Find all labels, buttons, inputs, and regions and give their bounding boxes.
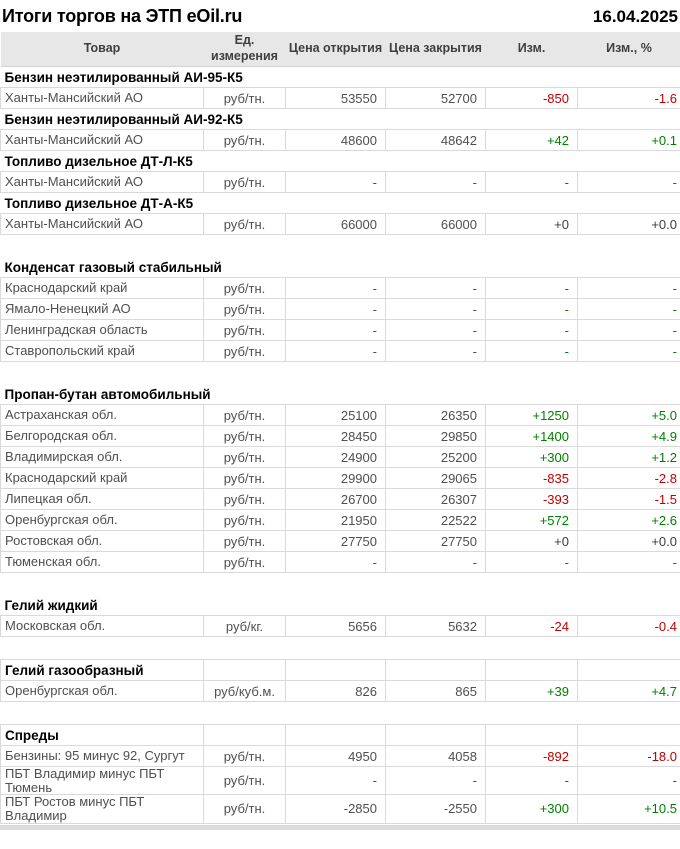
product-cell: Ханты-Мансийский АО (1, 130, 204, 151)
close-price-cell: 5632 (386, 616, 486, 637)
close-price-cell: - (386, 320, 486, 341)
open-price-cell: 27750 (286, 531, 386, 552)
change-pct-cell: +0.1 (578, 130, 680, 151)
spacer-row (1, 362, 680, 385)
table-row (1, 130, 680, 151)
change-pct-cell: - (578, 767, 680, 795)
change-pct-cell: -0.4 (578, 616, 680, 637)
unit-cell: руб/тн. (204, 426, 286, 447)
table-row (1, 426, 680, 447)
section-header-row (1, 193, 680, 214)
column-header: Изм. (486, 32, 578, 67)
page-header (0, 0, 680, 32)
section-title: Гелий жидкий (1, 595, 680, 616)
product-cell: Оренбургская обл. (1, 510, 204, 531)
open-price-cell: 4950 (286, 746, 386, 767)
change-pct-cell: -1.5 (578, 489, 680, 510)
unit-cell: руб/тн. (204, 405, 286, 426)
change-pct-cell: -18.0 (578, 746, 680, 767)
change-pct-cell: +0.0 (578, 214, 680, 235)
table-row (1, 746, 680, 767)
spacer-cell (1, 702, 680, 725)
close-price-cell: 52700 (386, 88, 486, 109)
product-cell: Бензины: 95 минус 92, Сургут (1, 746, 204, 767)
spacer-cell (1, 235, 680, 258)
change-cell: +1250 (486, 405, 578, 426)
close-price-cell: 48642 (386, 130, 486, 151)
change-cell: - (486, 320, 578, 341)
open-price-cell: 5656 (286, 616, 386, 637)
section-header-row (1, 384, 680, 405)
unit-cell: руб/тн. (204, 341, 286, 362)
change-pct-cell: - (578, 172, 680, 193)
section-title: Конденсат газовый стабильный (1, 257, 680, 278)
change-cell: - (486, 552, 578, 573)
change-cell: - (486, 172, 578, 193)
change-pct-cell: +2.6 (578, 510, 680, 531)
section-empty-cell (286, 660, 386, 681)
product-cell: Астраханская обл. (1, 405, 204, 426)
column-header: Товар (1, 32, 204, 67)
table-row (1, 489, 680, 510)
change-cell: +300 (486, 795, 578, 823)
table-row (1, 531, 680, 552)
change-pct-cell: -2.8 (578, 468, 680, 489)
table-row (1, 278, 680, 299)
section-header-row (1, 725, 680, 746)
product-cell: Ленинградская область (1, 320, 204, 341)
close-price-cell: - (386, 299, 486, 320)
section-title: Спреды (1, 725, 204, 746)
spacer-cell (1, 573, 680, 596)
table-row (1, 447, 680, 468)
open-price-cell: 66000 (286, 214, 386, 235)
change-cell: +0 (486, 531, 578, 552)
change-cell: -835 (486, 468, 578, 489)
column-header: Цена закрытия (386, 32, 486, 67)
product-cell: Тюменская обл. (1, 552, 204, 573)
change-pct-cell: +4.9 (578, 426, 680, 447)
change-pct-cell: +10.5 (578, 795, 680, 823)
product-cell: Владимирская обл. (1, 447, 204, 468)
change-cell: -24 (486, 616, 578, 637)
unit-cell: руб/тн. (204, 468, 286, 489)
report-date: 16.04.2025 (592, 7, 678, 26)
spacer-row (1, 235, 680, 258)
change-cell: - (486, 341, 578, 362)
change-cell: +1400 (486, 426, 578, 447)
unit-cell: руб/тн. (204, 299, 286, 320)
close-price-cell: - (386, 552, 486, 573)
close-price-cell: 26350 (386, 405, 486, 426)
spacer-row (1, 637, 680, 660)
table-row (1, 681, 680, 702)
open-price-cell: - (286, 278, 386, 299)
change-pct-cell: - (578, 320, 680, 341)
close-price-cell: 25200 (386, 447, 486, 468)
close-price-cell: - (386, 172, 486, 193)
bottom-divider (0, 825, 680, 830)
unit-cell: руб/тн. (204, 278, 286, 299)
change-pct-cell: +4.7 (578, 681, 680, 702)
table-body (1, 67, 680, 824)
close-price-cell: 29065 (386, 468, 486, 489)
section-empty-cell (204, 660, 286, 681)
unit-cell: руб/тн. (204, 531, 286, 552)
product-cell: Ханты-Мансийский АО (1, 172, 204, 193)
unit-cell: руб/тн. (204, 447, 286, 468)
unit-cell: руб/тн. (204, 88, 286, 109)
product-cell: Краснодарский край (1, 468, 204, 489)
change-pct-cell: +0.0 (578, 531, 680, 552)
section-header-row (1, 67, 680, 88)
product-cell: Белгородская обл. (1, 426, 204, 447)
table-header (1, 32, 680, 67)
spacer-row (1, 702, 680, 725)
product-cell: ПБТ Владимир минус ПБТ Тюмень (1, 767, 204, 795)
close-price-cell: -2550 (386, 795, 486, 823)
change-pct-cell: +5.0 (578, 405, 680, 426)
change-cell: +39 (486, 681, 578, 702)
close-price-cell: 22522 (386, 510, 486, 531)
open-price-cell: 826 (286, 681, 386, 702)
change-cell: +0 (486, 214, 578, 235)
section-title: Топливо дизельное ДТ-Л-К5 (1, 151, 680, 172)
table-row (1, 468, 680, 489)
table-row (1, 795, 680, 823)
open-price-cell: 48600 (286, 130, 386, 151)
change-cell: - (486, 299, 578, 320)
open-price-cell: - (286, 552, 386, 573)
change-cell: +300 (486, 447, 578, 468)
product-cell: Краснодарский край (1, 278, 204, 299)
unit-cell: руб/тн. (204, 489, 286, 510)
open-price-cell: 21950 (286, 510, 386, 531)
open-price-cell: -2850 (286, 795, 386, 823)
unit-cell: руб/тн. (204, 130, 286, 151)
column-header: Изм., % (578, 32, 680, 67)
open-price-cell: - (286, 341, 386, 362)
table-row (1, 341, 680, 362)
section-title: Бензин неэтилированный АИ-95-К5 (1, 67, 680, 88)
section-empty-cell (578, 725, 680, 746)
table-row (1, 299, 680, 320)
spacer-row (1, 573, 680, 596)
section-header-row (1, 660, 680, 681)
change-pct-cell: -1.6 (578, 88, 680, 109)
section-empty-cell (386, 725, 486, 746)
open-price-cell: - (286, 320, 386, 341)
close-price-cell: - (386, 341, 486, 362)
column-header: Цена открытия (286, 32, 386, 67)
table-row (1, 510, 680, 531)
unit-cell: руб/кг. (204, 616, 286, 637)
section-empty-cell (286, 725, 386, 746)
open-price-cell: 53550 (286, 88, 386, 109)
table-row (1, 552, 680, 573)
table-row (1, 405, 680, 426)
open-price-cell: - (286, 767, 386, 795)
product-cell: Ханты-Мансийский АО (1, 88, 204, 109)
table-row (1, 214, 680, 235)
spacer-cell (1, 637, 680, 660)
unit-cell: руб/тн. (204, 320, 286, 341)
product-cell: Ханты-Мансийский АО (1, 214, 204, 235)
table-row (1, 320, 680, 341)
change-cell: - (486, 767, 578, 795)
section-empty-cell (204, 725, 286, 746)
section-empty-cell (578, 660, 680, 681)
change-cell: - (486, 278, 578, 299)
section-empty-cell (386, 660, 486, 681)
open-price-cell: 24900 (286, 447, 386, 468)
table-row (1, 767, 680, 795)
open-price-cell: 29900 (286, 468, 386, 489)
section-header-row (1, 151, 680, 172)
page-title: Итоги торгов на ЭТП eOil.ru (2, 6, 243, 26)
column-header-row (1, 32, 680, 67)
open-price-cell: 26700 (286, 489, 386, 510)
product-cell: ПБТ Ростов минус ПБТ Владимир (1, 795, 204, 823)
section-empty-cell (486, 660, 578, 681)
unit-cell: руб/тн. (204, 214, 286, 235)
open-price-cell: 25100 (286, 405, 386, 426)
close-price-cell: 27750 (386, 531, 486, 552)
close-price-cell: 26307 (386, 489, 486, 510)
change-pct-cell: +1.2 (578, 447, 680, 468)
change-cell: +572 (486, 510, 578, 531)
open-price-cell: - (286, 172, 386, 193)
unit-cell: руб/тн. (204, 767, 286, 795)
close-price-cell: - (386, 278, 486, 299)
section-empty-cell (486, 725, 578, 746)
close-price-cell: 29850 (386, 426, 486, 447)
table-row (1, 88, 680, 109)
change-cell: -850 (486, 88, 578, 109)
unit-cell: руб/куб.м. (204, 681, 286, 702)
unit-cell: руб/тн. (204, 795, 286, 823)
table-row (1, 172, 680, 193)
product-cell: Ростовская обл. (1, 531, 204, 552)
product-cell: Московская обл. (1, 616, 204, 637)
unit-cell: руб/тн. (204, 172, 286, 193)
change-pct-cell: - (578, 299, 680, 320)
section-header-row (1, 595, 680, 616)
section-title: Бензин неэтилированный АИ-92-К5 (1, 109, 680, 130)
change-cell: +42 (486, 130, 578, 151)
product-cell: Ямало-Ненецкий АО (1, 299, 204, 320)
close-price-cell: 4058 (386, 746, 486, 767)
change-pct-cell: - (578, 278, 680, 299)
section-title: Гелий газообразный (1, 660, 204, 681)
section-title: Пропан-бутан автомобильный (1, 384, 680, 405)
unit-cell: руб/тн. (204, 552, 286, 573)
table-row (1, 616, 680, 637)
close-price-cell: - (386, 767, 486, 795)
close-price-cell: 66000 (386, 214, 486, 235)
column-header: Ед. измерения (204, 32, 286, 67)
unit-cell: руб/тн. (204, 746, 286, 767)
change-pct-cell: - (578, 341, 680, 362)
change-pct-cell: - (578, 552, 680, 573)
section-header-row (1, 257, 680, 278)
open-price-cell: 28450 (286, 426, 386, 447)
trading-results-table (0, 32, 680, 824)
spacer-cell (1, 362, 680, 385)
open-price-cell: - (286, 299, 386, 320)
section-title: Топливо дизельное ДТ-А-К5 (1, 193, 680, 214)
change-cell: -892 (486, 746, 578, 767)
section-header-row (1, 109, 680, 130)
unit-cell: руб/тн. (204, 510, 286, 531)
product-cell: Ставропольский край (1, 341, 204, 362)
change-cell: -393 (486, 489, 578, 510)
product-cell: Оренбургская обл. (1, 681, 204, 702)
product-cell: Липецкая обл. (1, 489, 204, 510)
close-price-cell: 865 (386, 681, 486, 702)
